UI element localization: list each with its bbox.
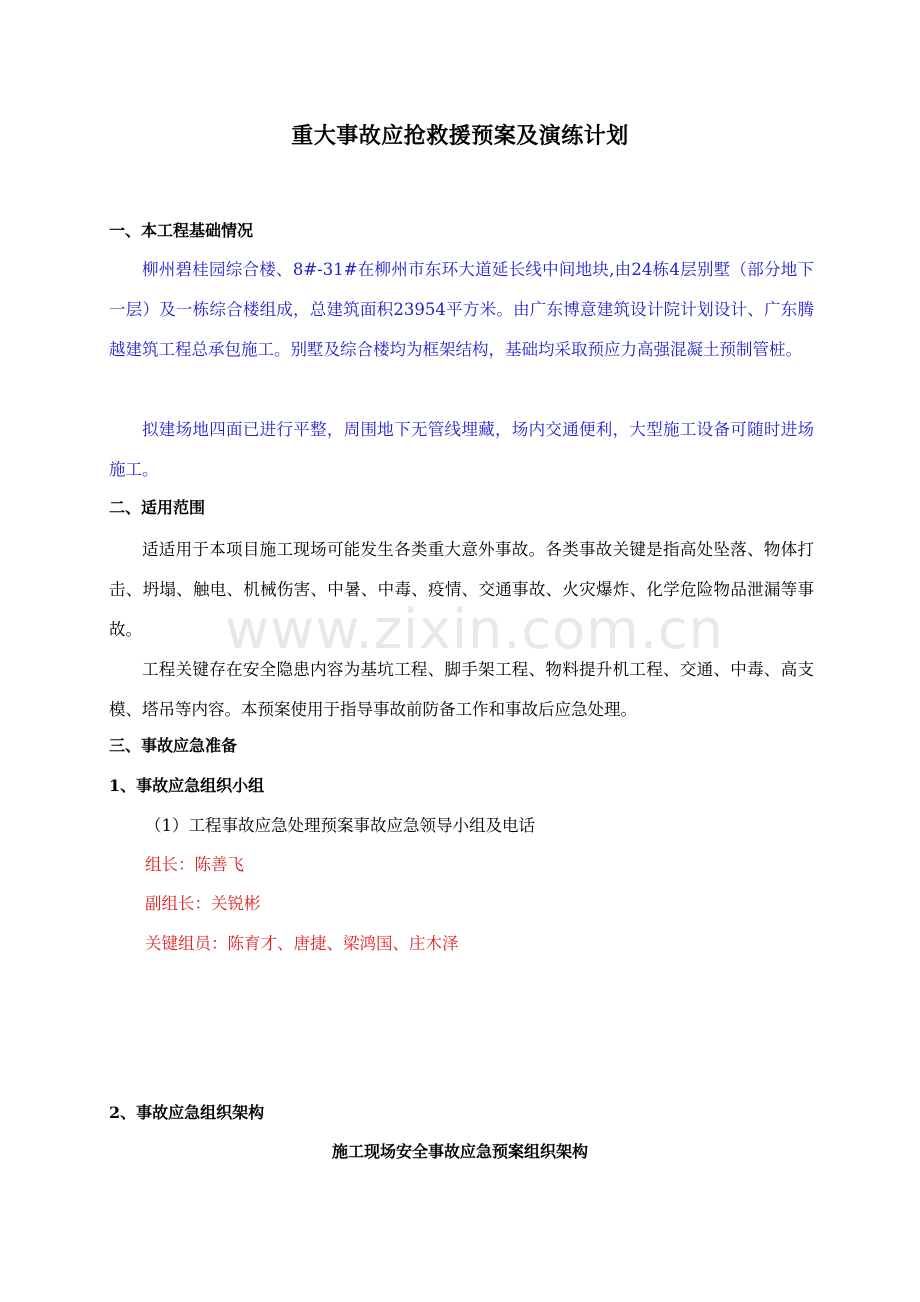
subsection-heading-emergency-team: 1、事故应急组织小组: [109, 776, 265, 795]
section-heading-emergency-prep: 三、事故应急准备: [109, 736, 238, 755]
section-heading-scope: 二、适用范围: [109, 498, 206, 517]
paragraph-site-conditions: 拟建场地四面已进行平整，周围地下无管线埋藏，场内交通便利，大型施工设备可随时进场施工。: [109, 420, 814, 479]
watermark-text: www.zixin.com.cn: [225, 598, 724, 661]
paragraph-scope-accidents: 适适用于本项目施工现场可能发生各类重大意外事故。各类事故关键是指高处坠落、物体打击、坍塌、触电、机械伤害、中暑、中毒、疫情、交通事故、火灾爆炸、化学危险物品泄漏等事故。: [109, 540, 814, 639]
item-leadership-group: （1）工程事故应急处理预案事故应急领导小组及电话: [145, 816, 535, 835]
team-leader: 组长：陈善飞: [145, 855, 244, 874]
paragraph-scope-hazards: 工程关键存在安全隐患内容为基坑工程、脚手架工程、物料提升机工程、交通、中毒、高支模、塔吊等内容。本预案使用于指导事故前防备工作和事故后应急处理。: [109, 660, 814, 719]
team-key-members: 关键组员：陈育才、唐捷、梁鸿国、庄木泽: [145, 934, 459, 953]
subsection-heading-org-structure: 2、事故应急组织架构: [109, 1103, 265, 1122]
team-deputy-leader: 副组长：关锐彬: [145, 894, 261, 913]
section-heading-basic-info: 一、本工程基础情况: [109, 221, 254, 240]
document-title: 重大事故应抢救援预案及演练计划: [291, 123, 629, 149]
org-chart-title: 施工现场安全事故应急预案组织架构: [331, 1142, 588, 1161]
paragraph-project-overview: 柳州碧桂园综合楼、8#-31#在柳州市东环大道延长线中间地块,由24栋4层别墅（部分地下一层）及一栋综合楼组成，总建筑面积23954平方米。由广东博意建筑设计院计划设计、广东腾越建筑工程总承包施工。别墅及综合楼均为框架结构，基础均采取预应力高强混凝土预制管桩。: [109, 260, 814, 359]
